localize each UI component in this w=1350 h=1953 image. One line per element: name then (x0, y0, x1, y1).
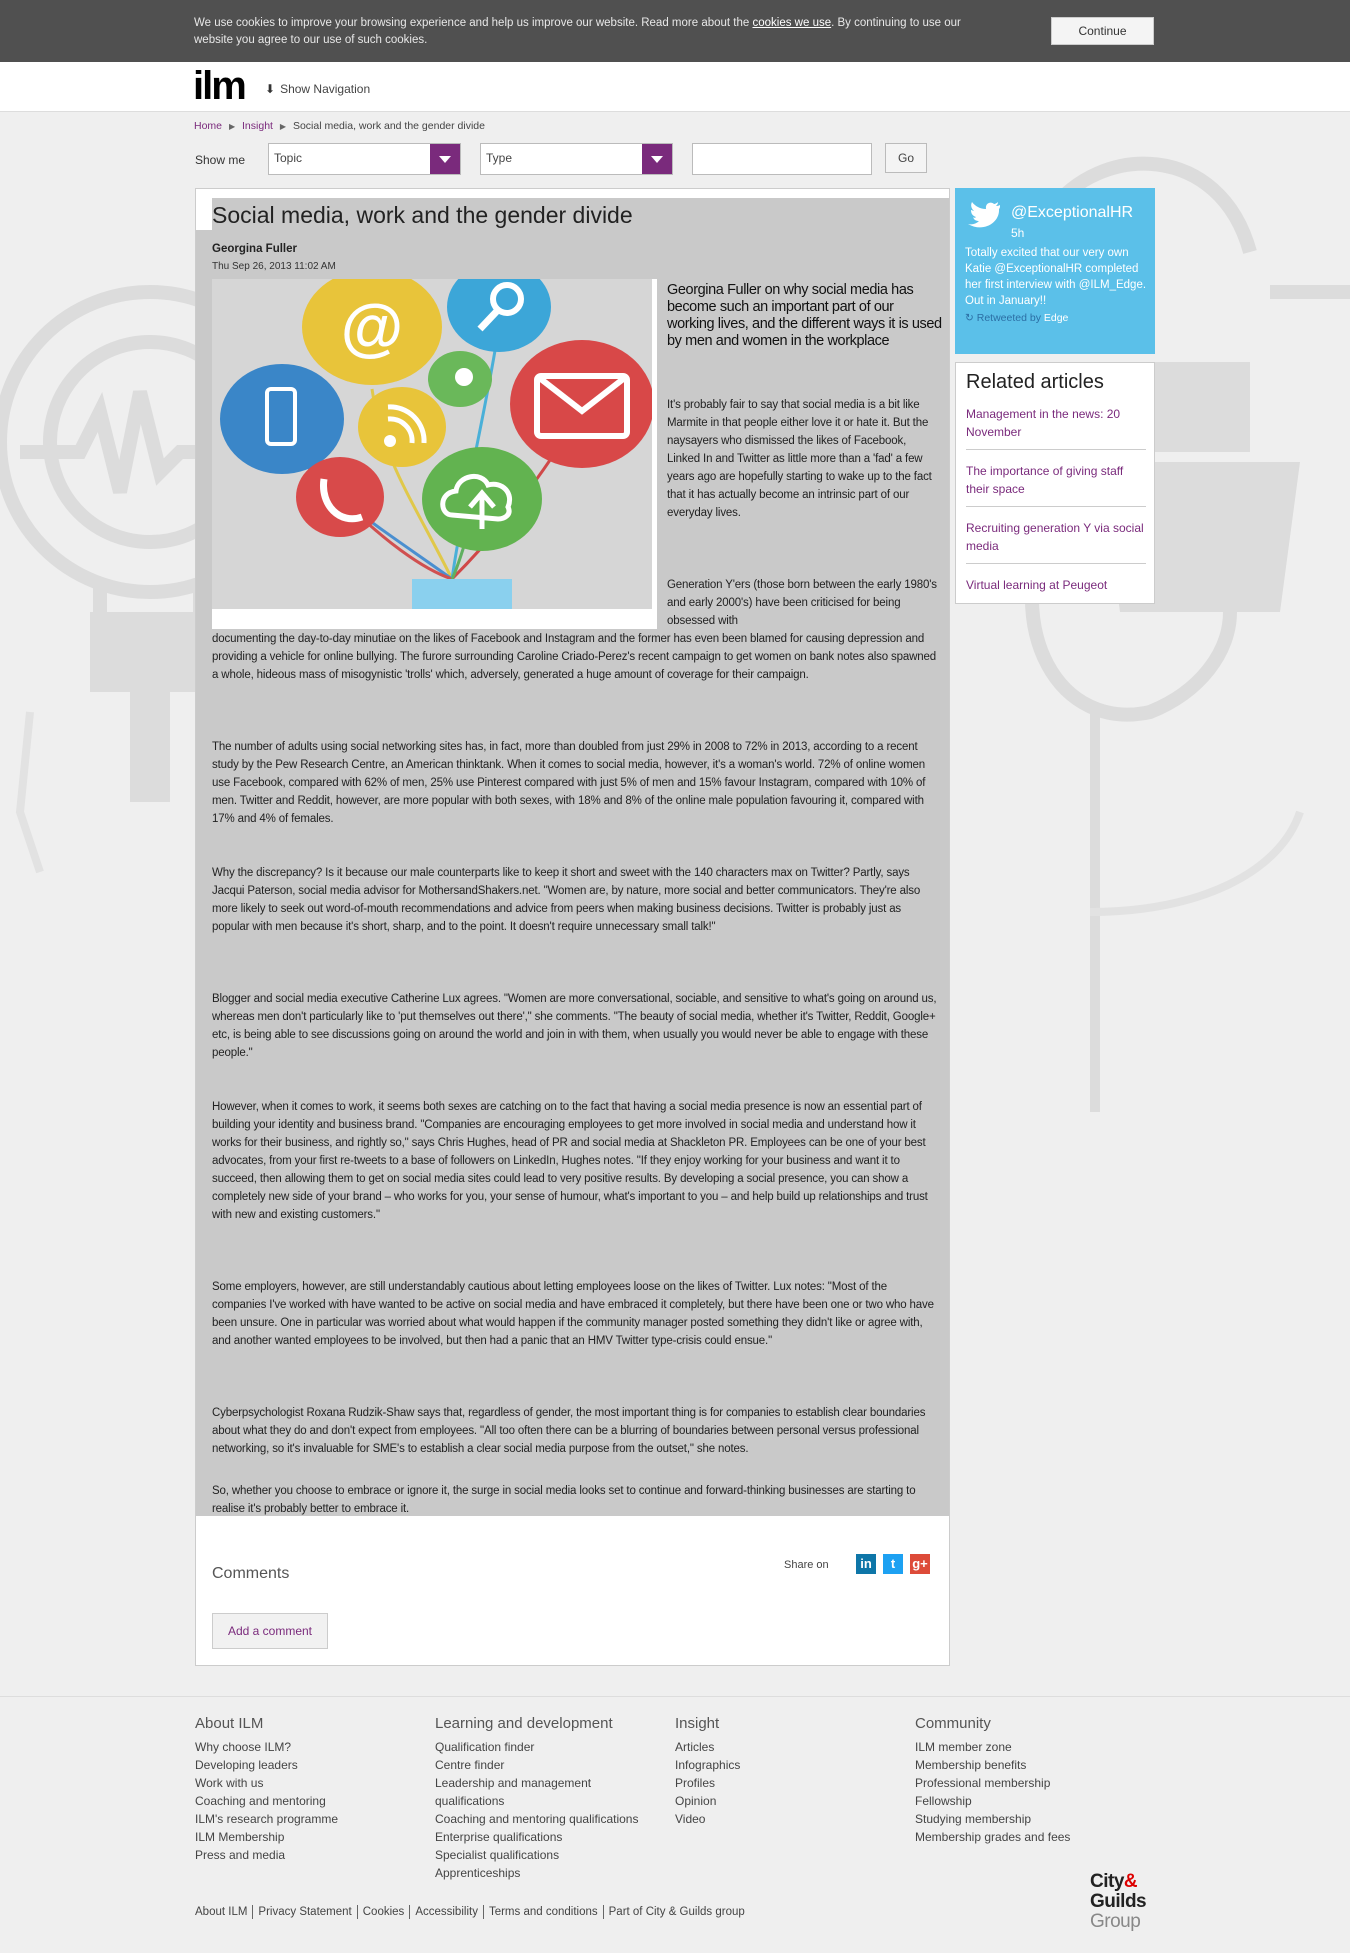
social-media-bubbles-image (212, 279, 652, 609)
retweeted-by-user[interactable]: Edge (1043, 312, 1069, 324)
article-paragraph: So, whether you choose to embrace or ignore it, the surge in social media looks set to continue and forward-thinking businesses are starting to realise it's probably better to embrace it. (212, 1485, 916, 1515)
article-paragraph: Why the discrepancy? Is it because our male counterparts like to keep it short and sweet with the 140 characters max on Twitter? Partly, says Jacqui Paterson, social media advisor for MothersandShakers.net. "Women are, by nature, more social and better communicators. They're also more likely to seek out word-of-mouth recommendations and advice from peers when making business decisions. Twitter is probably just as popular with men because it's short, sharp, and to the point. It doesn't require unnecessary small talk!" (212, 867, 921, 933)
footer-link[interactable]: Press and media (195, 1848, 286, 1862)
footer-link[interactable]: Video (675, 1812, 706, 1826)
footer-link[interactable]: Developing leaders (195, 1758, 298, 1772)
footer-link[interactable]: Specialist qualifications (435, 1848, 560, 1862)
share-on-label: Share on (784, 1559, 829, 1571)
footer-bottom-link[interactable]: Terms and conditions (483, 1905, 603, 1919)
footer-link[interactable]: Qualification finder (435, 1740, 535, 1754)
cookie-text-before: We use cookies to improve your browsing experience and help us improve our website. Read more about the (194, 17, 753, 29)
twitter-widget (955, 188, 1155, 354)
chevron-right-icon: ▶ (279, 122, 287, 131)
related-articles-title: Related articles (966, 371, 1104, 393)
chevron-down-icon[interactable] (642, 144, 672, 174)
cookie-message (194, 15, 984, 49)
footer-heading: About ILM (195, 1715, 264, 1732)
article-date: Thu Sep 26, 2013 11:02 AM (212, 261, 336, 272)
logo-line-city: City (1090, 1871, 1124, 1892)
article-author: Georgina Fuller (212, 243, 297, 255)
city-and-guilds-logo[interactable] (1090, 1872, 1146, 1932)
footer-heading: Community (915, 1715, 991, 1732)
cookie-continue-button[interactable]: Continue (1051, 17, 1154, 45)
article-paragraph: The number of adults using social networking sites has, in fact, more than doubled from just 29% in 2008 to 72% in 2013, according to a recent study by the Pew Research Centre, an American thinktank. When it comes to social media, however, it's a woman's world. 72% of online women use Facebook, compared with 62% of men, 25% use Pinterest compared with just 5% of men and 15% favour Instagram, compared with 10% of men. Twitter and Reddit, however, are more popular with both sexes, with 18% and 8% of the online male population favouring it, compared with 17% and 4% of females. (212, 741, 926, 825)
footer-link[interactable]: Enterprise qualifications (435, 1830, 563, 1844)
article-container (195, 188, 950, 1666)
breadcrumb-home[interactable]: Home (194, 120, 223, 132)
topic-select-value: Topic (274, 151, 303, 165)
footer-link[interactable]: ILM member zone (915, 1740, 1012, 1754)
site-header (0, 62, 1350, 112)
footer-link[interactable]: Opinion (675, 1794, 717, 1808)
type-select[interactable] (480, 143, 673, 175)
type-select-value: Type (486, 151, 513, 165)
footer-link[interactable]: Articles (675, 1740, 715, 1754)
breadcrumb-current: Social media, work and the gender divide (292, 120, 485, 132)
footer-link[interactable]: ILM's research programme (195, 1812, 339, 1826)
chevron-right-icon: ▶ (228, 122, 236, 131)
ilm-logo[interactable]: ilm (193, 64, 245, 108)
footer-link[interactable]: Centre finder (435, 1758, 505, 1772)
footer-heading: Insight (675, 1715, 720, 1732)
footer-link[interactable]: Leadership and management (435, 1776, 592, 1790)
logo-line-guilds: Guilds (1090, 1891, 1147, 1912)
retweet-icon: ↻ (965, 312, 974, 324)
down-arrow-icon: ⬇ (265, 82, 276, 96)
retweet-info (965, 312, 1068, 324)
footer-link[interactable]: qualifications (435, 1794, 505, 1808)
footer-link[interactable]: ILM Membership (195, 1830, 285, 1844)
article-paragraph: It's probably fair to say that social media is a bit like Marmite in that people either love it or hate it. But the naysayers who dismissed the likes of Facebook, Linked In and Twitter as little more than a 'fad' a few years ago are hopefully starting to wake up to the fact that it has actually become an intrinsic part of our everyday lives. (667, 399, 932, 519)
retweeted-by-label: Retweeted by (976, 312, 1041, 324)
footer-link[interactable]: Why choose ILM? (195, 1740, 292, 1754)
breadcrumb (194, 120, 485, 132)
article-standfirst: Georgina Fuller on why social media has become such an important part of our working lives, and the different ways it is used by men and women in the workplace (667, 282, 942, 349)
comments-heading: Comments (212, 1565, 290, 1582)
cookie-policy-link[interactable]: cookies we use (752, 17, 832, 29)
tweet-text: Totally excited that our very own Katie @ExceptionalHR completed her first interview with @ILM_Edge. Out in January!! (965, 247, 1147, 307)
footer-bottom-link[interactable]: Part of City & Guilds group (603, 1905, 750, 1919)
twitter-bird-icon (967, 202, 1001, 228)
footer-link[interactable]: Membership grades and fees (915, 1830, 1071, 1844)
article-paragraph: Blogger and social media executive Catherine Lux agrees. "Women are more conversational, sociable, and sensitive to what's going on around us, whereas men don't particularly like to 'put themselves out there'," she comments. "The beauty of social media, whether it's Twitter, Reddit, Google+ etc, is being able to see discussions going on around the world and join in with them, when usually you would never be able to engage with these people." (212, 993, 937, 1059)
hero-image-frame (212, 279, 657, 629)
article-paragraph: Some employers, however, are still understandably cautious about letting employees loose on the likes of Twitter. Lux notes: "Most of the companies I've worked with have wanted to be active on social media and have embraced it completely, but there have been one or two who have been unsure. One in particular was worried about what would happen if the community manager posted something they didn't like or agree with, and another wanted employees to be involved, but then had a panic that an HMV Twitter type-crisis could ensue." (212, 1281, 934, 1347)
site-footer (0, 1696, 1350, 1953)
breadcrumb-insight[interactable]: Insight (242, 120, 273, 132)
article-paragraph: documenting the day-to-day minutiae on the likes of Facebook and Instagram and the former has even been blamed for causing depression and providing a vehicle for online bullying. The furore surrounding Caroline Criado-Perez's recent campaign to get women on bank notes also spawned a whole, hideous mass of misogynistic 'trolls' which, adversely, generated a huge amount of coverage for their campaign. (212, 633, 936, 681)
cookie-text-after: . By continuing to use our website you agree to our use of such cookies. (194, 17, 961, 46)
tweet-time: 5h (1011, 226, 1025, 240)
footer-bottom-link[interactable]: Privacy Statement (252, 1905, 356, 1919)
article-left-gap (196, 198, 212, 230)
footer-column-insight (675, 1715, 905, 1828)
topic-select[interactable] (268, 143, 461, 175)
search-input[interactable] (692, 143, 872, 175)
show-navigation-toggle[interactable] (265, 82, 370, 96)
footer-bottom-links (195, 1905, 750, 1919)
footer-link[interactable]: Profiles (675, 1776, 716, 1790)
footer-link[interactable]: Coaching and mentoring qualifications (435, 1812, 639, 1826)
related-articles (955, 362, 1155, 604)
footer-link[interactable]: Work with us (195, 1776, 264, 1790)
twitter-handle[interactable]: @ExceptionalHR (1011, 204, 1134, 221)
twitter-icon[interactable]: t (883, 1554, 903, 1574)
footer-link[interactable]: Studying membership (915, 1812, 1032, 1826)
footer-link[interactable]: Fellowship (915, 1794, 972, 1808)
footer-link[interactable]: Membership benefits (915, 1758, 1027, 1772)
article-paragraph: Generation Y'ers (those born between the early 1980's and early 2000's) have been criticised for being obsessed with (667, 579, 937, 627)
footer-link[interactable]: Apprenticeships (435, 1866, 521, 1880)
article-top-gap (196, 189, 949, 198)
svg-text:@: @ (340, 291, 404, 363)
footer-heading: Learning and development (435, 1715, 613, 1732)
article-paragraph: Cyberpsychologist Roxana Rudzik-Shaw says that, regardless of gender, the most important thing is for companies to establish clear boundaries about what they do and don't expect from employees. "All too often there can be a blurring of boundaries between personal versus professional networking, so it's invaluable for SME's to establish a clear social media purpose from the outset," she notes. (212, 1407, 926, 1455)
filter-bar (195, 143, 1195, 175)
footer-column-community (915, 1715, 1145, 1846)
footer-column-learning (435, 1715, 665, 1882)
article-paragraph: However, when it comes to work, it seems both sexes are catching on to the fact that having a social media presence is now an essential part of building your identity and business brand. "Companies are encouraging employees to get more involved in social media and understand how it works for their business, and rightly so," says Chris Hughes, head of PR and social media at Shackleton PR. Employees can be one of your best advocates, from your first re-tweets to a base of followers on LinkedIn, Hughes notes. "If they enjoy working for your business and want it to succeed, then allowing them to get on social media sites could lead to very positive results. By developing a social presence, you can show a completely new side of your brand – who works for you, your sense of humour, what's important to you – and help build up relationships and trust with new and existing customers." (212, 1101, 928, 1221)
footer-column-about (195, 1715, 425, 1864)
google-plus-icon[interactable]: g+ (910, 1554, 930, 1574)
related-article-link[interactable]: Management in the news: 20 November (966, 405, 1146, 450)
related-article-link[interactable]: Recruiting generation Y via social media (966, 519, 1146, 564)
linkedin-icon[interactable]: in (856, 1554, 876, 1574)
footer-bottom-link[interactable]: Accessibility (409, 1905, 483, 1919)
show-me-label: Show me (195, 153, 246, 167)
footer-link[interactable]: Infographics (675, 1758, 741, 1772)
add-comment-button[interactable]: Add a comment (212, 1613, 328, 1649)
show-navigation-label: Show Navigation (280, 82, 371, 96)
go-button[interactable]: Go (885, 143, 927, 173)
cookie-banner (0, 0, 1350, 62)
footer-bottom-link[interactable]: Cookies (357, 1905, 410, 1919)
chevron-down-icon[interactable] (430, 144, 460, 174)
article-title: Social media, work and the gender divide (212, 202, 633, 228)
footer-link[interactable]: Professional membership (915, 1776, 1051, 1790)
footer-bottom-link[interactable]: About ILM (195, 1906, 248, 1918)
footer-link[interactable]: Coaching and mentoring (195, 1794, 326, 1808)
logo-ampersand: & (1123, 1871, 1138, 1892)
related-article-link[interactable]: Virtual learning at Peugeot (966, 578, 1108, 592)
logo-line-group: Group (1090, 1911, 1141, 1932)
related-article-link[interactable]: The importance of giving staff their space (966, 462, 1146, 507)
